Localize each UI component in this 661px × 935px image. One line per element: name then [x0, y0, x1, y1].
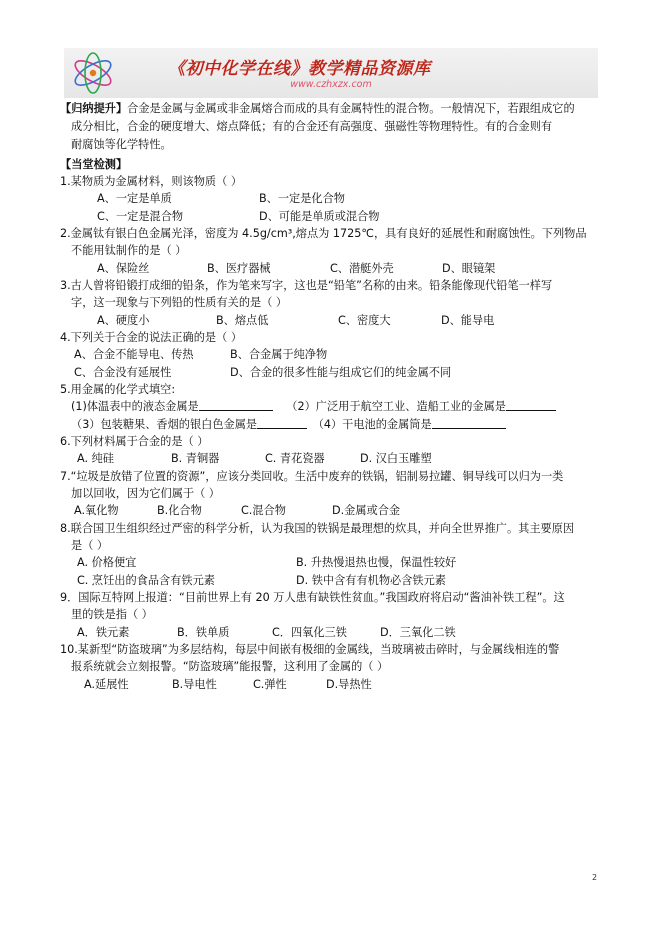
question-1-stem: 1.某物质为金属材料，则该物质（ ）: [60, 175, 243, 188]
q1-option-a: A、一定是单质: [97, 192, 172, 205]
q10-option-a: A.延展性: [84, 678, 129, 691]
q10-option-b: B.导电性: [172, 678, 217, 691]
q9-option-b: B．铁单质: [177, 626, 230, 639]
q7-option-d: D.金属或合金: [332, 504, 401, 517]
question-8-stem-2: 是（ ）: [71, 539, 109, 552]
question-6-stem: 6.下列材料属于合金的是（ ）: [60, 435, 209, 448]
header-banner: [64, 48, 598, 98]
q9-option-d: D．三氧化二铁: [380, 626, 456, 639]
question-7-stem-1: 7.“垃圾是放错了位置的资源”，应该分类回收。生活中废弃的铁锅，铝制易拉罐、铜导线可以归为一类: [60, 470, 564, 483]
question-7-stem-2: 加以回收，因为它们属于（ ）: [71, 487, 220, 500]
page-number: 2: [592, 873, 598, 882]
q1-option-c: C、一定是混合物: [97, 210, 184, 223]
question-9-stem-1: 9．国际互特网上报道：“目前世界上有 20 万人患有缺铁性贫血。”我国政府将启动“酱油补铁工程”。这: [60, 591, 565, 604]
section-title: 【当堂检测】: [60, 158, 128, 171]
q1-option-b: B、一定是化合物: [259, 192, 345, 205]
q4-option-b: B、合金属于纯净物: [230, 348, 328, 361]
q6-option-a: A. 纯硅: [77, 452, 114, 465]
summary-line-2: 成分相比，合金的硬度增大、熔点降低；有的合金还有高强度、强磁性等物理特性。有的合金则有: [71, 120, 553, 133]
banner-url: www.czhxzx.com: [290, 79, 372, 90]
q5-fill-row-2: （3）包装糖果、香烟的银白色金属是 （4）干电池的金属筒是: [71, 417, 506, 432]
q5-blank-1[interactable]: [199, 399, 273, 411]
summary-line-3: 耐腐蚀等化学特性。: [71, 138, 172, 151]
question-5-stem: 5.用金属的化学式填空:: [60, 383, 176, 396]
q6-option-b: B. 青铜器: [171, 452, 220, 465]
q8-option-d: D. 铁中含有有机物必含铁元素: [296, 574, 446, 587]
q5-blank-2[interactable]: [506, 399, 556, 411]
q6-option-d: D. 汉白玉雕塑: [360, 452, 432, 465]
q4-option-d: D、合金的很多性能与组成它们的纯金属不同: [230, 366, 452, 379]
q2-option-a: A、保险丝: [97, 262, 150, 275]
q9-option-c: C．四氧化三铁: [272, 626, 347, 639]
q2-option-b: B、医疗器械: [207, 262, 271, 275]
summary-line-1: 【归纳提升】合金是金属与金属或非金属熔合而成的具有金属特性的混合物。一般情况下，若跟组成它的: [60, 102, 575, 115]
q3-option-a: A、硬度小: [97, 314, 150, 327]
q8-option-c: C. 烹饪出的食品含有铁元素: [77, 574, 215, 587]
q5-blank-3[interactable]: [257, 417, 307, 429]
question-2-stem-1: 2.金属钛有银白色金属光泽，密度为 4.5g/cm³,熔点为 1725℃，具有良好的延展性和耐腐蚀性。下列物品: [60, 227, 587, 240]
q10-option-d: D.导热性: [326, 678, 372, 691]
q8-option-b: B. 升热慢退热也慢，保温性较好: [296, 556, 457, 569]
question-2-stem-2: 不能用钛制作的是（ ）: [71, 244, 187, 257]
question-4-stem: 4.下列关于合金的说法正确的是（ ）: [60, 331, 243, 344]
q9-option-a: A．铁元素: [77, 626, 130, 639]
q5-fill-row-1: (1)体温表中的液态金属是 （2）广泛用于航空工业、造船工业的金属是: [71, 399, 556, 414]
question-9-stem-2: 里的铁是指（ ）: [71, 608, 153, 621]
q7-option-a: A.氧化物: [74, 504, 119, 517]
q1-option-d: D、可能是单质或混合物: [259, 210, 380, 223]
q6-option-c: C. 青花瓷器: [265, 452, 325, 465]
q10-option-c: C.弹性: [253, 678, 287, 691]
q4-option-a: A、合金不能导电、传热: [74, 348, 194, 361]
q3-option-c: C、密度大: [338, 314, 391, 327]
q3-option-b: B、熔点低: [216, 314, 269, 327]
q2-option-c: C、潜艇外壳: [330, 262, 394, 275]
q5-blank-4[interactable]: [432, 417, 506, 429]
question-8-stem-1: 8.联合国卫生组织经过严密的科学分析，认为我国的铁锅是最理想的炊具，并向全世界推广。其主要原因: [60, 522, 575, 535]
question-3-stem-1: 3.古人曾将铅锻打成细的铅条，作为笔来写字，这也是“铅笔”名称的由来。铅条能像现代铅笔一样写: [60, 279, 553, 292]
q2-option-d: D、眼镜架: [442, 262, 496, 275]
q3-option-d: D、能导电: [441, 314, 495, 327]
q7-option-c: C.混合物: [241, 504, 286, 517]
banner-title: 《初中化学在线》教学精品资源库: [168, 59, 431, 79]
q4-option-c: C、合金没有延展性: [74, 366, 172, 379]
question-3-stem-2: 字，这一现象与下列铅的性质有关的是（ ）: [71, 296, 288, 309]
summary-label: 【归纳提升】: [60, 102, 128, 115]
q7-option-b: B.化合物: [157, 504, 202, 517]
q8-option-a: A. 价格便宜: [77, 556, 137, 569]
question-10-stem-1: 10.某新型“防盗玻璃”为多层结构，每层中间嵌有极细的金属线，当玻璃被击碎时，与金属线相连的警: [60, 643, 560, 656]
question-10-stem-2: 报系统就会立刻报警。“防盗玻璃”能报警，这利用了金属的（ ）: [71, 660, 389, 673]
